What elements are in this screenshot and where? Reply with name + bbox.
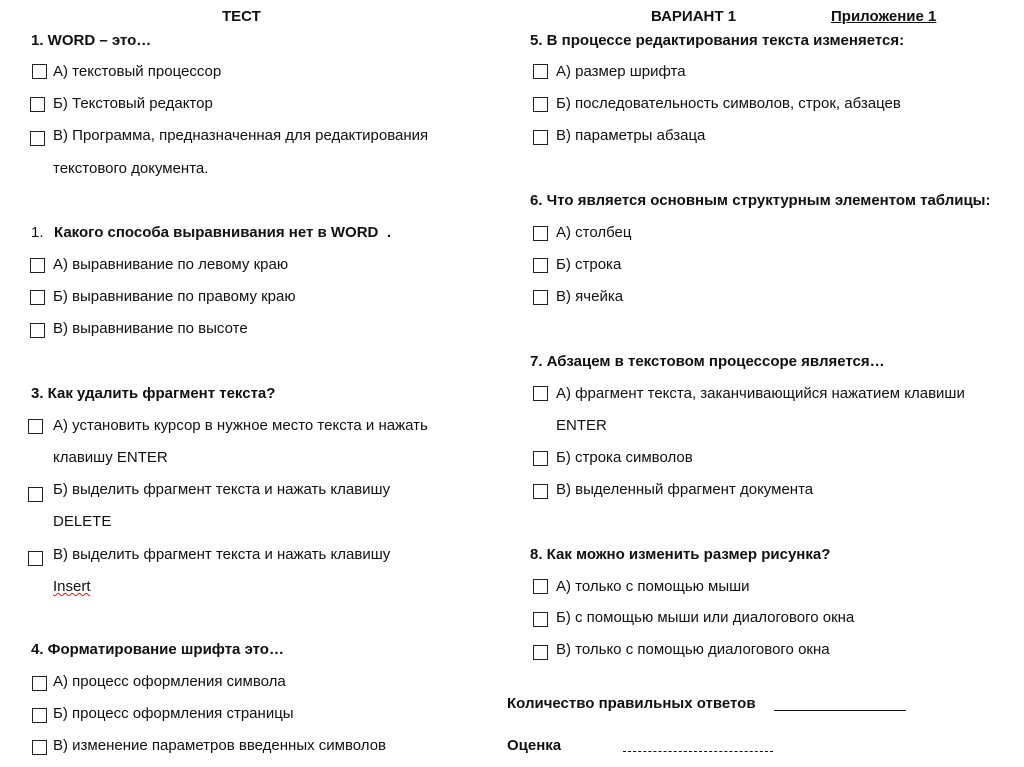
option-q3-b-cont: DELETE [53,513,112,530]
checkbox-q6-c[interactable] [533,290,548,305]
question-5-title: 5. В процессе редактирования текста изменяется: [530,32,905,49]
option-q5-a: А) размер шрифта [556,63,686,80]
option-q4-b: Б) процесс оформления страницы [53,705,294,722]
option-q2-c: В) выравнивание по высоте [53,320,248,337]
option-q3-b: Б) выделить фрагмент текста и нажать клавишу [53,481,391,498]
option-q8-c: В) только с помощью диалогового окна [556,641,830,658]
checkbox-q2-a[interactable] [30,258,45,273]
appendix-label: Приложение 1 [831,8,937,25]
option-q7-a-cont: ENTER [556,417,607,434]
question-1-title: 1. WORD – это… [31,32,152,49]
test-title: ТЕСТ [222,8,261,25]
checkbox-q8-a[interactable] [533,579,548,594]
checkbox-q6-a[interactable] [533,226,548,241]
checkbox-q1-a[interactable] [32,64,47,79]
checkbox-q7-b[interactable] [533,451,548,466]
checkbox-q2-c[interactable] [30,323,45,338]
question-6-title: 6. Что является основным структурным элементом таблицы: [530,192,991,209]
correct-answers-line[interactable] [774,710,906,711]
question-7-title: 7. Абзацем в текстовом процессоре является… [530,353,885,370]
checkbox-q5-c[interactable] [533,130,548,145]
option-q5-c: В) параметры абзаца [556,127,706,144]
checkbox-q6-b[interactable] [533,258,548,273]
option-q7-b: Б) строка символов [556,449,693,466]
option-q2-a: А) выравнивание по левому краю [53,256,289,273]
question-4-title: 4. Форматирование шрифта это… [31,641,284,658]
option-q6-c: В) ячейка [556,288,624,305]
option-q6-b: Б) строка [556,256,622,273]
checkbox-q3-a[interactable] [28,419,43,434]
correct-answers-label: Количество правильных ответов [507,695,756,712]
checkbox-q7-c[interactable] [533,484,548,499]
option-q2-b: Б) выравнивание по правому краю [53,288,296,305]
checkbox-q5-b[interactable] [533,97,548,112]
option-q4-a: А) процесс оформления символа [53,673,286,690]
checkbox-q7-a[interactable] [533,386,548,401]
question-3-title: 3. Как удалить фрагмент текста? [31,385,276,402]
checkbox-q8-b[interactable] [533,612,548,627]
option-q3-a-cont: клавишу ENTER [53,449,168,466]
grade-line[interactable] [623,751,773,752]
option-q3-c-cont: Insert [53,578,91,595]
question-2-number: 1. [31,224,44,241]
option-q1-b: Б) Текстовый редактор [53,95,213,112]
variant-title: ВАРИАНТ 1 [651,8,737,25]
checkbox-q4-b[interactable] [32,708,47,723]
checkbox-q3-b[interactable] [28,487,43,502]
option-q8-b: Б) с помощью мыши или диалогового окна [556,609,855,626]
option-q3-a: А) установить курсор в нужное место текста и нажать [53,417,428,434]
checkbox-q8-c[interactable] [533,645,548,660]
checkbox-q5-a[interactable] [533,64,548,79]
checkbox-q4-a[interactable] [32,676,47,691]
question-8-title: 8. Как можно изменить размер рисунка? [530,546,831,563]
checkbox-q2-b[interactable] [30,290,45,305]
option-q3-c: В) выделить фрагмент текста и нажать клавишу [53,546,391,563]
option-q5-b: Б) последовательность символов, строк, абзацев [556,95,901,112]
checkbox-q1-c[interactable] [30,131,45,146]
option-q1-a: А) текстовый процессор [53,63,222,80]
checkbox-q3-c[interactable] [28,551,43,566]
checkbox-q1-b[interactable] [30,97,45,112]
option-q4-c: В) изменение параметров введенных символов [53,737,387,754]
option-q8-a: А) только с помощью мыши [556,578,750,595]
question-2-title: Какого способа выравнивания нет в WORD [54,224,379,241]
option-q1-c-cont: текстового документа. [53,160,209,177]
checkbox-q4-c[interactable] [32,740,47,755]
option-q7-c: В) выделенный фрагмент документа [556,481,814,498]
option-q6-a: А) столбец [556,224,632,241]
option-q1-c: В) Программа, предназначенная для редактирования [53,127,429,144]
option-q7-a: А) фрагмент текста, заканчивающийся нажатием клавиши [556,385,965,402]
grade-label: Оценка [507,737,562,754]
